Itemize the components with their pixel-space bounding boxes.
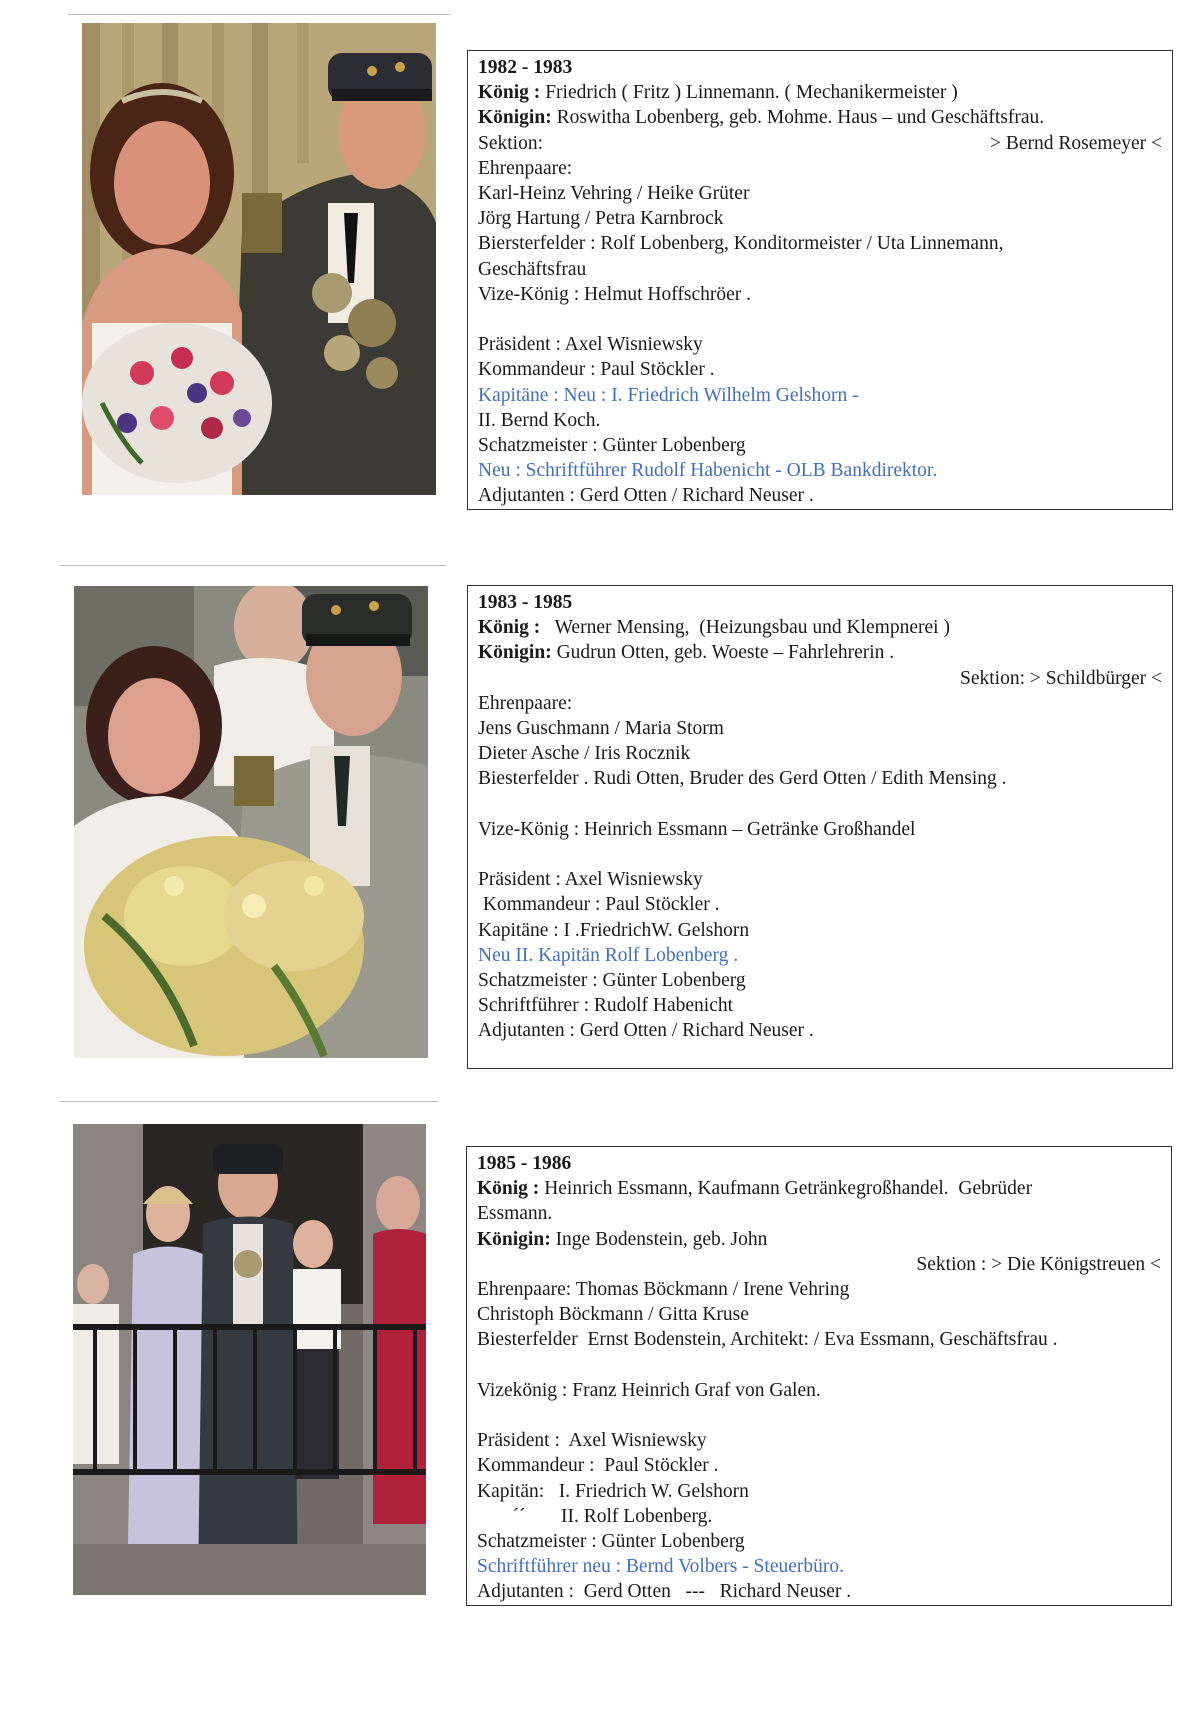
spacer [478, 842, 1162, 867]
adjutanten-line: Adjutanten : Gerd Otten --- Richard Neuser . [477, 1581, 852, 1603]
schriftfuehrer-line: Schriftführer neu : Bernd Volbers - Steuerbüro. [477, 1556, 844, 1578]
ehrenpaar-line: Karl-Heinz Vehring / Heike Grüter [478, 183, 750, 205]
sektion-line [478, 131, 1162, 156]
ehrenpaar-line: Jens Guschmann / Maria Storm [478, 718, 724, 740]
koenigin-value: Gudrun Otten, geb. Woeste – Fahrlehrerin . [551, 642, 895, 664]
kapitaen-value: II. Rolf Lobenberg. [561, 1505, 713, 1527]
praesident-line: Präsident : Axel Wisniewsky [478, 334, 703, 356]
kapitaene-line: II. Bernd Koch. [478, 409, 601, 431]
spacer [477, 1403, 1161, 1428]
photo-royal-couple-1982 [82, 23, 436, 495]
neu-kapitaen-line: Neu II. Kapitän Rolf Lobenberg . [478, 944, 739, 966]
sektion-line: Sektion : > Die Königstreuen < [916, 1253, 1161, 1275]
sektion-value: > Bernd Rosemeyer < [990, 132, 1162, 154]
ehrenpaar-line: Christoph Böckmann / Gitta Kruse [477, 1304, 749, 1326]
koenigin-label: Königin: [478, 107, 552, 129]
praesident-line: Präsident : Axel Wisniewsky [477, 1430, 707, 1452]
adjutanten-line: Adjutanten : Gerd Otten / Richard Neuser . [478, 1020, 814, 1042]
ehrenpaar-line: Dieter Asche / Iris Rocznik [478, 743, 691, 765]
adjutanten-line: Adjutanten : Gerd Otten / Richard Neuser . [478, 485, 814, 507]
spacer [478, 307, 1162, 332]
koenig-line [478, 80, 1162, 105]
biesterfelder-line: Biesterfelder Ernst Bodenstein, Architekt: / Eva Essmann, Geschäftsfrau . [477, 1329, 1058, 1351]
koenigin-value: Roswitha Lobenberg, geb. Mohme. Haus – und Geschäftsfrau. [551, 107, 1045, 129]
sektion-line: Sektion: > Schildbürger < [960, 667, 1162, 689]
koenig-label: König : [478, 82, 541, 104]
spacer [478, 792, 1162, 817]
record-years: 1985 - 1986 [477, 1153, 572, 1174]
record-1982-1983 [467, 50, 1173, 510]
koenig-label: König : [477, 1178, 540, 1200]
ehrenpaare-label: Ehrenpaare: [478, 157, 573, 179]
record-years: 1983 - 1985 [478, 592, 573, 613]
sektion-label: Sektion: [478, 132, 544, 154]
koenig-value: Heinrich Essmann, Kaufmann Getränkegroßhandel. Gebrüder [539, 1178, 1033, 1200]
ehrenpaar-line: Jörg Hartung / Petra Karnbrock [478, 208, 724, 230]
koenig-line [478, 615, 1162, 640]
biersterfelder-line: Geschäftsfrau [478, 258, 587, 280]
vizekoenig-line: Vizekönig : Franz Heinrich Graf von Galen. [477, 1379, 821, 1401]
separator-lower [60, 1101, 438, 1102]
koenig-value: Werner Mensing, (Heizungsbau und Klempnerei ) [540, 617, 950, 639]
kapitaen-line: Kapitän: I. Friedrich W. Gelshorn [477, 1480, 749, 1502]
spacer [477, 1353, 1161, 1378]
koenig-label: König : [478, 617, 541, 639]
koenig-value: Friedrich ( Fritz ) Linnemann. ( Mechanikermeister ) [540, 82, 958, 104]
koenig-line [477, 1176, 1161, 1201]
ehrenpaare-label: Ehrenpaare: [478, 692, 573, 714]
vize-koenig-line: Vize-König : Helmut Hoffschröer . [478, 283, 752, 305]
koenigin-line [477, 1227, 1161, 1252]
schatzmeister-line: Schatzmeister : Günter Lobenberg [477, 1531, 745, 1553]
schatzmeister-line: Schatzmeister : Günter Lobenberg [478, 970, 746, 992]
koenigin-line [478, 105, 1162, 130]
record-1983-1985 [467, 585, 1173, 1069]
record-1985-1986 [466, 1146, 1172, 1606]
separator-top [68, 14, 450, 15]
kapitaene-line: Kapitäne : I .FriedrichW. Gelshorn [478, 919, 750, 941]
koenigin-label: Königin: [477, 1228, 551, 1250]
kommandeur-line: Kommandeur : Paul Stöckler . [477, 1455, 719, 1477]
kapitaene-line: Kapitäne : Neu : I. Friedrich Wilhelm Gelshorn - [478, 384, 859, 406]
kommandeur-line: Kommandeur : Paul Stöckler . [478, 359, 715, 381]
koenigin-value: Inge Bodenstein, geb. John [550, 1228, 768, 1250]
ehrenpaar-line: Ehrenpaare: Thomas Böckmann / Irene Vehring [477, 1279, 850, 1301]
koenig-line-cont: Essmann. [477, 1203, 553, 1225]
biersterfelder-line: Biersterfelder : Rolf Lobenberg, Konditormeister / Uta Linnemann, [478, 233, 1004, 255]
photo-royal-party-1985 [73, 1124, 426, 1595]
photo-royal-couple-1983 [74, 586, 428, 1058]
record-years: 1982 - 1983 [478, 57, 573, 78]
schatzmeister-line: Schatzmeister : Günter Lobenberg [478, 435, 746, 457]
praesident-line: Präsident : Axel Wisniewsky [478, 869, 703, 891]
biesterfelder-line: Biesterfelder . Rudi Otten, Bruder des Gerd Otten / Edith Mensing . [478, 768, 1007, 790]
separator-middle [60, 565, 446, 566]
koenigin-line [478, 640, 1162, 665]
ditto-mark: ´´ [512, 1505, 526, 1527]
kommandeur-line: Kommandeur : Paul Stöckler . [478, 894, 720, 916]
schriftfuehrer-line: Neu : Schriftführer Rudolf Habenicht - OLB Bankdirektor. [478, 460, 938, 482]
kapitaen-line-2 [477, 1504, 1161, 1529]
koenigin-label: Königin: [478, 642, 552, 664]
vize-koenig-line: Vize-König : Heinrich Essmann – Getränke Großhandel [478, 818, 916, 840]
schriftfuehrer-line: Schriftführer : Rudolf Habenicht [478, 995, 734, 1017]
